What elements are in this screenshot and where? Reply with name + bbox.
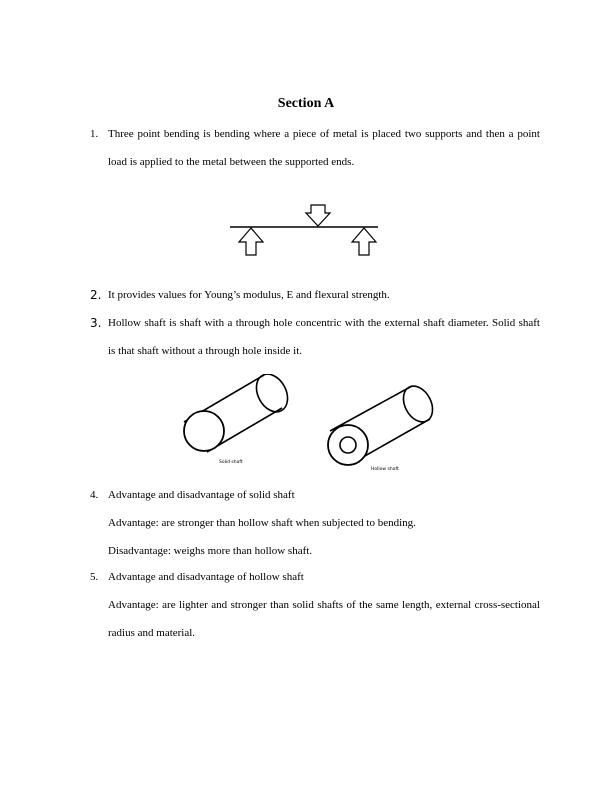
hollow-shaft-drawing xyxy=(328,381,438,472)
list-item-3 xyxy=(90,309,540,365)
list-number: 3. xyxy=(90,316,102,330)
list-text: It provides values for Young’s modulus, E and flexural strength. xyxy=(108,289,390,301)
list-number: 5. xyxy=(90,571,99,583)
hollow-shaft-caption: Hollow shaft xyxy=(371,467,399,472)
shaft-diagram xyxy=(180,374,470,474)
solid-shaft-caption: Solid shaft xyxy=(219,460,243,465)
list-item-2 xyxy=(90,281,540,309)
left-support-arrow-icon xyxy=(239,228,263,255)
list-text: Hollow shaft is shaft with a through hole concentric with the external shaft diameter. Solid shaft is that shaft without a through hole inside it. xyxy=(108,317,540,357)
list-number: 1. xyxy=(90,128,99,140)
list-number: 4. xyxy=(90,489,99,501)
section-title: Section A xyxy=(277,96,335,111)
hollow-advantage-text: Advantage: are lighter and stronger than solid shafts of the same length, external cross-sectional radius and material. xyxy=(108,599,540,639)
list-item-1 xyxy=(90,120,540,176)
list-number: 2. xyxy=(90,288,102,302)
right-support-arrow-icon xyxy=(352,228,376,255)
load-arrow-icon xyxy=(306,205,330,226)
list-item-5 xyxy=(90,563,540,647)
list-text: Three point bending is bending where a piece of metal is placed two supports and then a point load is applied to the metal between the supported ends. xyxy=(108,128,540,168)
solid-disadvantage-text: Disadvantage: weighs more than hollow shaft. xyxy=(108,545,313,557)
list-text: Advantage and disadvantage of hollow shaft xyxy=(108,571,304,583)
solid-advantage-text: Advantage: are stronger than hollow shaft when subjected to bending. xyxy=(108,517,416,529)
list-item-4 xyxy=(90,481,540,565)
solid-shaft-drawing xyxy=(184,374,294,465)
three-point-bending-diagram xyxy=(226,195,386,265)
list-text: Advantage and disadvantage of solid shaft xyxy=(108,489,295,501)
